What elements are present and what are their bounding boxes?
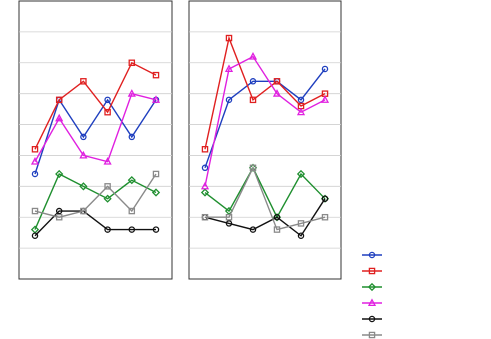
legend-item — [362, 284, 382, 290]
legend-item — [362, 268, 382, 273]
series-line — [35, 174, 156, 217]
legend — [362, 252, 382, 337]
panel-female — [189, 1, 341, 279]
series-legal-guardianship — [32, 208, 158, 238]
series-temporary-foster-care — [202, 165, 328, 221]
legend-item — [362, 316, 382, 321]
series-line — [205, 168, 325, 217]
plot-frame — [189, 1, 341, 279]
series-line — [35, 211, 156, 236]
data-point — [322, 97, 328, 103]
panel-male — [19, 1, 172, 279]
series-line — [205, 168, 325, 230]
plot-frame — [19, 1, 172, 279]
legend-item — [362, 300, 382, 306]
series-institutional-care — [32, 171, 158, 219]
series-line — [35, 63, 156, 149]
series-entrusting-the-child — [32, 97, 158, 176]
legend-item — [362, 332, 382, 337]
series-line — [205, 57, 325, 187]
series-adoption — [32, 90, 159, 164]
series-institutional-care — [202, 165, 327, 232]
legend-item — [362, 252, 382, 257]
series-entrusting-the-child — [202, 66, 327, 170]
series-foster-care — [32, 60, 158, 152]
series-line — [205, 69, 325, 168]
series-temporary-foster-care — [32, 171, 159, 233]
